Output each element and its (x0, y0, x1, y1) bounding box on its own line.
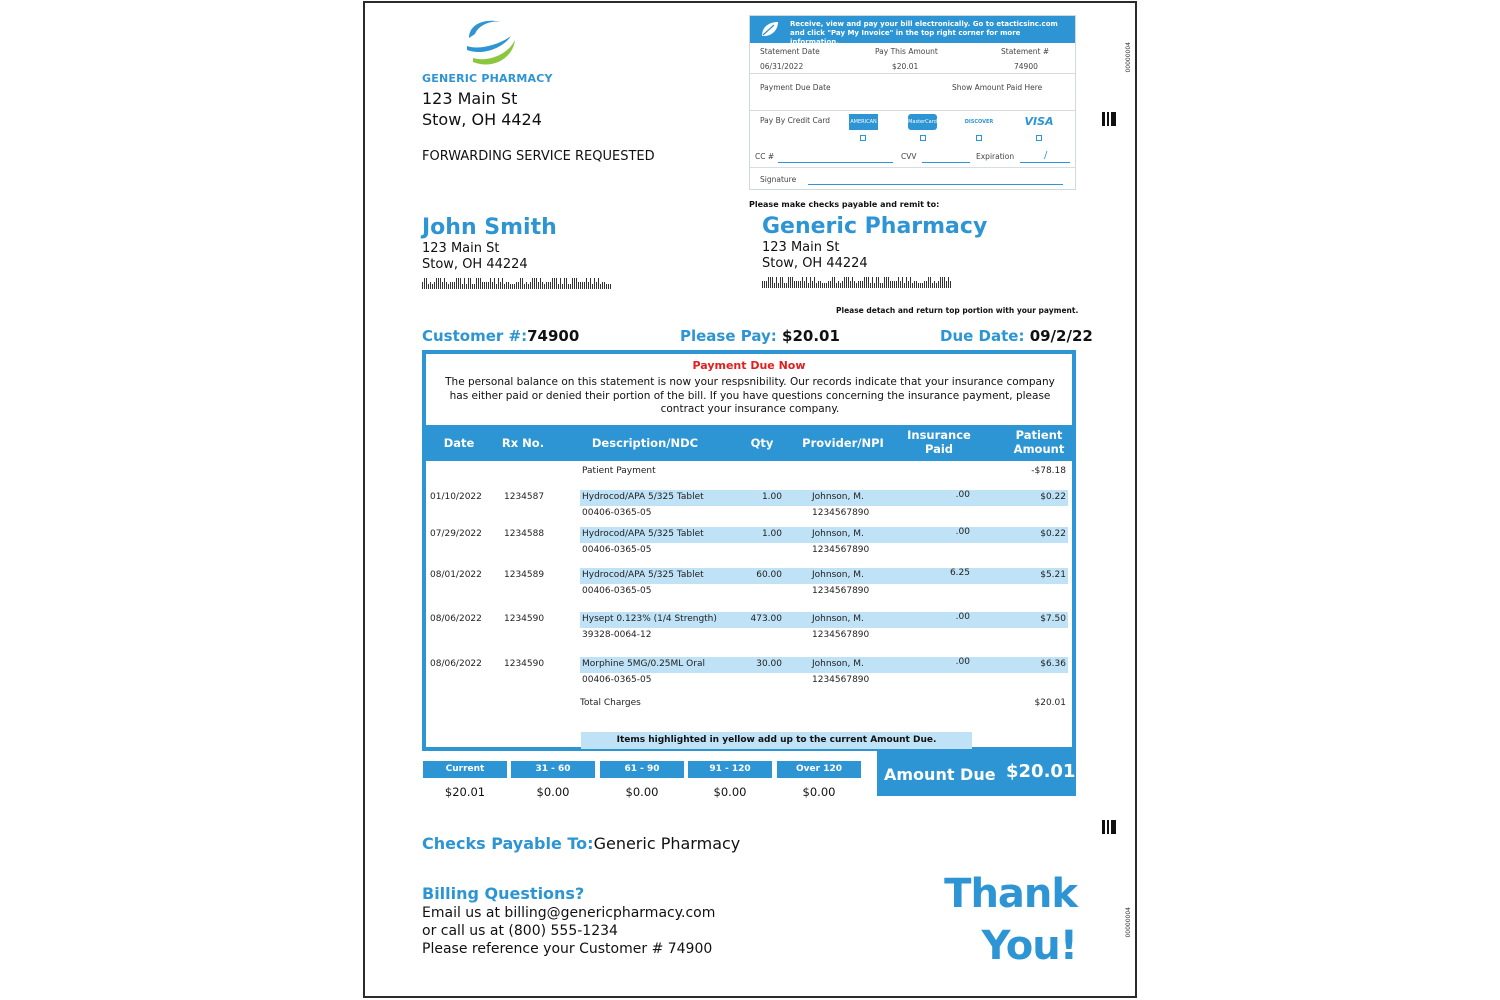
due-date-value: 09/2/22 (1029, 327, 1093, 345)
row-rx-number: 1234587 (504, 492, 545, 502)
col-rx: Rx No. (501, 436, 545, 450)
thank-you-line1: Thank (944, 871, 1077, 917)
row-insurance-paid: .00 (955, 612, 970, 622)
row-qty: 1.00 (761, 492, 782, 502)
visa-checkbox[interactable] (1036, 135, 1042, 141)
remit-to-line2: Stow, OH 44224 (762, 256, 868, 271)
qr-code-icon (1102, 820, 1116, 834)
due-date (940, 327, 1093, 345)
pay-this-amount-label: Pay This Amount (875, 47, 938, 56)
cvv-field[interactable] (922, 162, 970, 163)
please-pay-label: Please Pay: (680, 327, 777, 345)
row-provider: Johnson, M. (812, 570, 864, 580)
billing-reference-line: Please reference your Customer # 74900 (422, 941, 713, 957)
pay-by-card-label: Pay By Credit Card (760, 116, 831, 125)
patient-payment-value: -$78.18 (1031, 466, 1066, 476)
customer-number-label: Customer #: (422, 327, 528, 345)
mastercard-icon: MasterCard (908, 114, 937, 130)
amount-due-value: $20.01 (1006, 761, 1076, 782)
col-provider: Provider/NPI (802, 436, 884, 450)
col-qty: Qty (750, 436, 774, 450)
row-description: Hydrocod/APA 5/325 Tablet (582, 529, 704, 539)
aging-bucket-value: $0.00 (536, 785, 570, 799)
table-header (426, 425, 1072, 461)
aging-bucket-label: 91 - 120 (688, 761, 772, 778)
side-number-bottom: 00000004 (1125, 907, 1132, 938)
aging-bucket-value: $0.00 (625, 785, 659, 799)
payment-due-date-label: Payment Due Date (760, 83, 831, 92)
row-qty: 30.00 (756, 659, 782, 669)
row-rx-number: 1234590 (504, 659, 545, 669)
row-date: 08/06/2022 (430, 659, 482, 669)
logo-name: GENERIC PHARMACY (422, 72, 553, 85)
row-npi: 1234567890 (812, 508, 870, 518)
row-patient-amount: $5.21 (1040, 570, 1066, 580)
row-description: Hydrocod/APA 5/325 Tablet (582, 570, 704, 580)
discover-icon: DISCOVER (964, 119, 994, 125)
row-qty: 1.00 (761, 529, 782, 539)
qr-code-icon (1102, 112, 1116, 126)
row-npi: 1234567890 (812, 675, 870, 685)
amount-due-label: Amount Due (884, 765, 996, 784)
row-description: Hysept 0.123% (1/4 Strength) (582, 614, 717, 624)
row-date: 01/10/2022 (430, 492, 482, 502)
pay-this-amount-value: $20.01 (892, 62, 919, 71)
statement-date-label: Statement Date (760, 47, 820, 56)
row-npi: 1234567890 (812, 545, 870, 555)
row-npi: 1234567890 (812, 586, 870, 596)
amex-checkbox[interactable] (860, 135, 866, 141)
statement-date-value: 06/31/2022 (760, 62, 804, 71)
cc-number-label: CC # (755, 152, 775, 161)
highlight-note: Items highlighted in yellow add up to the current Amount Due. (581, 732, 972, 749)
aging-bucket-label: Current (423, 761, 507, 778)
recipient-line2: Stow, OH 44224 (422, 257, 528, 272)
remit-to-line1: 123 Main St (762, 240, 840, 255)
row-rx-number: 1234590 (504, 614, 545, 624)
please-pay-value: $20.01 (782, 327, 840, 345)
sender-address-line1: 123 Main St (422, 89, 518, 108)
due-date-label: Due Date: (940, 327, 1025, 345)
row-ndc: 00406-0365-05 (582, 508, 652, 518)
billing-phone-line: or call us at (800) 555-1234 (422, 923, 618, 939)
recipient-line1: 123 Main St (422, 241, 500, 256)
checks-payable-label: Checks Payable To: (422, 834, 594, 853)
row-provider: Johnson, M. (812, 614, 864, 624)
thank-you (935, 868, 1077, 972)
remit-note: Please make checks payable and remit to: (749, 200, 940, 209)
stub-header-text: Receive, view and pay your bill electronically. Go to etacticsinc.com and click "Pay My Invoice" in the top right corner for more information. (790, 20, 1058, 46)
patient-payment-label: Patient Payment (582, 466, 656, 476)
customer-number (422, 327, 579, 345)
row-date: 07/29/2022 (430, 529, 482, 539)
cc-number-field[interactable] (778, 162, 893, 163)
checks-payable (422, 834, 740, 853)
side-number-top: 00000004 (1125, 42, 1132, 73)
show-amount-label: Show Amount Paid Here (952, 83, 1043, 92)
col-description: Description/NDC (591, 436, 699, 450)
col-patient-amount: Patient Amount (1013, 428, 1065, 456)
billing-email-line: Email us at billing@genericpharmacy.com (422, 905, 716, 921)
row-date: 08/01/2022 (430, 570, 482, 580)
row-rx-number: 1234588 (504, 529, 545, 539)
row-provider: Johnson, M. (812, 492, 864, 502)
recipient-name: John Smith (422, 215, 557, 240)
balance-notice: The personal balance on this statement is now your respsnibility. Our records indicate that your insurance company has either paid or denied their portion of the bill. If you have questions concerning the insurance payment, please contract your insurance company. (445, 376, 1055, 415)
aging-bucket-label: Over 120 (777, 761, 861, 778)
row-npi: 1234567890 (812, 630, 870, 640)
expiration-label: Expiration (976, 152, 1015, 161)
row-description: Hydrocod/APA 5/325 Tablet (582, 492, 704, 502)
row-ndc: 00406-0365-05 (582, 675, 652, 685)
aging-bucket-label: 61 - 90 (600, 761, 684, 778)
row-qty: 60.00 (756, 570, 782, 580)
row-patient-amount: $7.50 (1040, 614, 1066, 624)
billing-questions-title: Billing Questions? (422, 884, 585, 903)
row-ndc: 00406-0365-05 (582, 545, 652, 555)
cvv-label: CVV (901, 152, 917, 161)
remit-to-name: Generic Pharmacy (762, 214, 988, 239)
amount-due-box (877, 750, 1076, 796)
amex-icon: AMERICAN EXPRESS (849, 114, 878, 130)
expiration-separator: / (1044, 150, 1048, 161)
aging-bucket-label: 31 - 60 (511, 761, 595, 778)
total-charges-value: $20.01 (1034, 698, 1066, 708)
payment-due-now: Payment Due Now (692, 359, 806, 372)
expiration-field[interactable] (1020, 162, 1070, 163)
row-description: Morphine 5MG/0.25ML Oral (582, 659, 705, 669)
stub-header (750, 16, 1075, 46)
statement-number-value: 74900 (1014, 62, 1038, 71)
row-patient-amount: $6.36 (1040, 659, 1066, 669)
discover-checkbox[interactable] (976, 135, 982, 141)
thank-you-line2: You! (981, 923, 1077, 969)
row-patient-amount: $0.22 (1040, 529, 1066, 539)
mastercard-checkbox[interactable] (920, 135, 926, 141)
col-date: Date (443, 436, 475, 450)
row-insurance-paid: .00 (955, 527, 970, 537)
remit-to-barcode (762, 277, 952, 288)
customer-number-value: 74900 (527, 327, 580, 345)
row-ndc: 39328-0064-12 (582, 630, 652, 640)
leaf-icon (760, 20, 780, 38)
row-date: 08/06/2022 (430, 614, 482, 624)
signature-field[interactable] (808, 184, 1063, 185)
col-insurance-paid: Insurance Paid (907, 428, 971, 456)
recipient-barcode (422, 278, 612, 289)
statement-number-label: Statement # (1001, 47, 1050, 56)
row-insurance-paid: .00 (955, 657, 970, 667)
aging-bucket-value: $20.01 (444, 785, 486, 799)
row-insurance-paid: .00 (955, 490, 970, 500)
forwarding-notice: FORWARDING SERVICE REQUESTED (422, 149, 655, 164)
row-insurance-paid: 6.25 (949, 568, 970, 578)
aging-bucket-value: $0.00 (713, 785, 747, 799)
payment-stub (749, 15, 1076, 190)
aging-bucket-value: $0.00 (802, 785, 836, 799)
statement-box (422, 350, 1076, 751)
visa-icon: VISA (1024, 115, 1054, 128)
row-patient-amount: $0.22 (1040, 492, 1066, 502)
row-rx-number: 1234589 (504, 570, 545, 580)
sender-address-line2: Stow, OH 4424 (422, 110, 542, 129)
checks-payable-value: Generic Pharmacy (593, 834, 741, 853)
detach-note: Please detach and return top portion with your payment. (836, 306, 1079, 315)
signature-label: Signature (760, 175, 797, 184)
row-ndc: 00406-0365-05 (582, 586, 652, 596)
pharmacy-logo-icon (463, 16, 517, 68)
total-charges-label: Total Charges (580, 698, 641, 708)
row-provider: Johnson, M. (812, 659, 864, 669)
please-pay (680, 327, 840, 345)
row-qty: 473.00 (750, 614, 782, 624)
row-provider: Johnson, M. (812, 529, 864, 539)
